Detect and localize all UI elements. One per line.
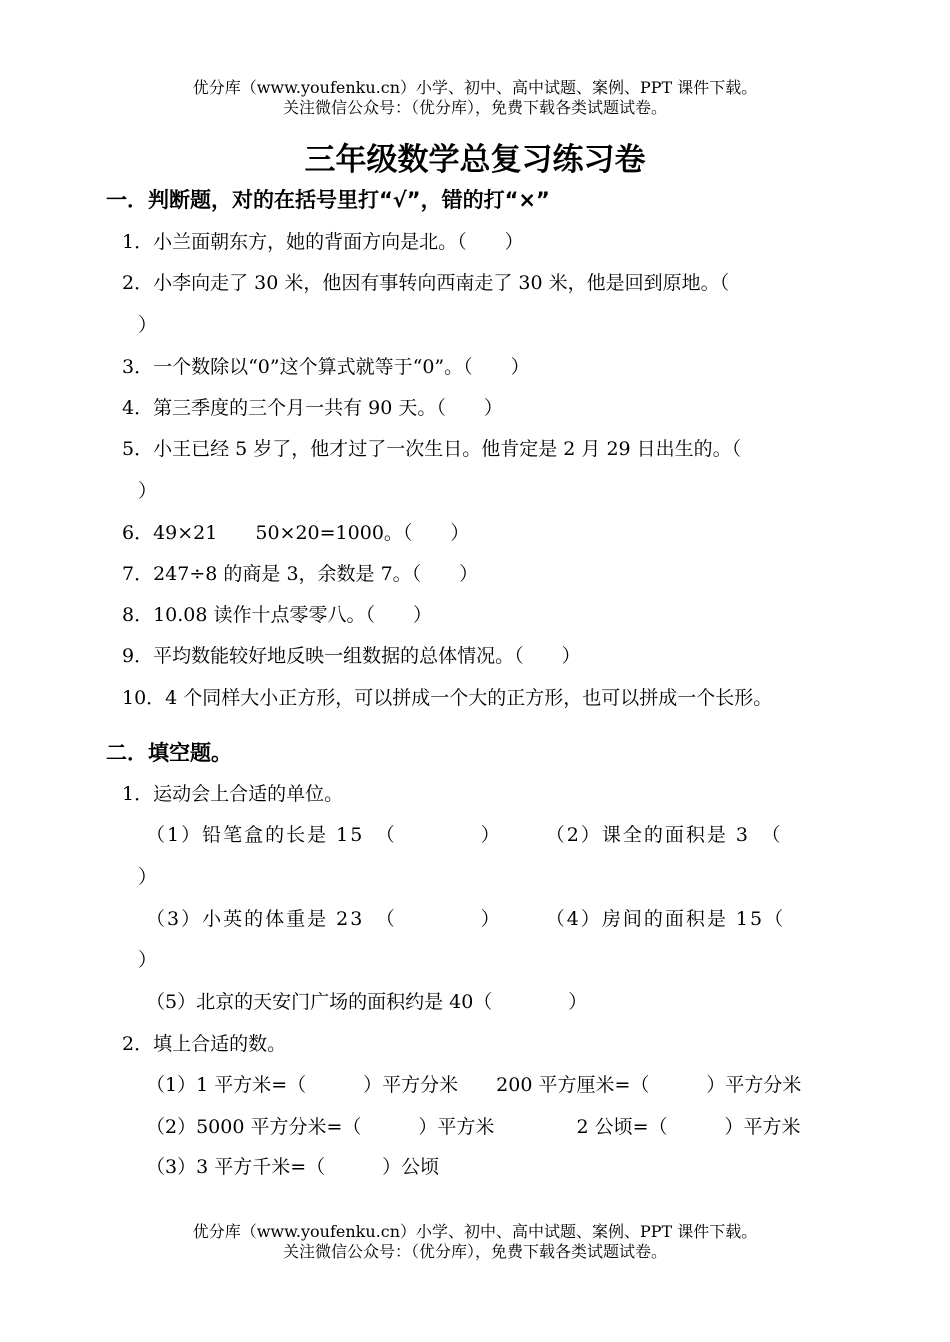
header-line-2: 关注微信公众号：（优分库），免费下载各类试题试卷。 <box>282 98 667 117</box>
judge-item-4: 4．第三季度的三个月一共有 90 天。（ ） <box>122 397 503 419</box>
judge-item-6: 6．49×21 50×20=1000。（ ） <box>122 522 470 544</box>
judge-item-5: 5．小王已经 5 岁了，他才过了一次生日。他肯定是 2 月 29 日出生的。（ <box>122 438 742 460</box>
fill-q2-line-2: （2）5000 平方分米=（ ）平方米 2 公顷=（ ）平方米 <box>146 1116 801 1138</box>
fill-q2-line-3: （3）3 平方千米=（ ）公顷 <box>146 1156 440 1178</box>
footer-line-2: 关注微信公众号：（优分库），免费下载各类试题试卷。 <box>282 1242 667 1261</box>
judge-item-5-cont: ） <box>138 480 158 502</box>
judge-item-7: 7．247÷8 的商是 3，余数是 7。（ ） <box>122 563 479 585</box>
page-title: 三年级数学总复习练习卷 <box>304 142 646 178</box>
judge-item-3: 3．一个数除以“0”这个算式就等于“0”。（ ） <box>122 356 530 378</box>
footer-line-1: 优分库（www.youfenku.cn）小学、初中、高中试题、案例、PPT 课件下载。 <box>192 1222 758 1241</box>
judge-item-2: 2．小李向走了 30 米，他因有事转向西南走了 30 米，他是回到原地。（ <box>122 272 730 294</box>
section1-heading: 一．判断题，对的在括号里打“√”，错的打“×” <box>106 188 550 212</box>
judge-item-1: 1．小兰面朝东方，她的背面方向是北。（ ） <box>122 231 524 253</box>
fill-q2-line-1: （1）1 平方米=（ ）平方分米 200 平方厘米=（ ）平方分米 <box>146 1074 802 1096</box>
fill-q2-label: 2．填上合适的数。 <box>122 1033 287 1055</box>
fill-q1-line-2: （3）小英的体重是 23 （ ） （4）房间的面积是 15（ <box>146 908 786 930</box>
fill-q1-line-3: （5）北京的天安门广场的面积约是 40（ ） <box>146 991 588 1013</box>
fill-q1-line-1: （1）铅笔盒的长是 15 （ ） （2）课全的面积是 3 （ <box>146 824 783 846</box>
judge-item-9: 9．平均数能较好地反映一组数据的总体情况。（ ） <box>122 645 581 667</box>
judge-item-8: 8．10.08 读作十点零零八。（ ） <box>122 604 433 626</box>
fill-q1-line-1-cont: ） <box>138 866 158 888</box>
section2-heading: 二．填空题。 <box>106 741 232 765</box>
judge-item-2-cont: ） <box>138 314 158 336</box>
fill-q1-label: 1．运动会上合适的单位。 <box>122 783 344 805</box>
judge-item-10: 10．4 个同样大小正方形，可以拼成一个大的正方形，也可以拼成一个长形。 <box>122 687 773 709</box>
fill-q1-line-2-cont: ） <box>138 949 158 971</box>
header-line-1: 优分库（www.youfenku.cn）小学、初中、高中试题、案例、PPT 课件下载。 <box>192 78 758 97</box>
